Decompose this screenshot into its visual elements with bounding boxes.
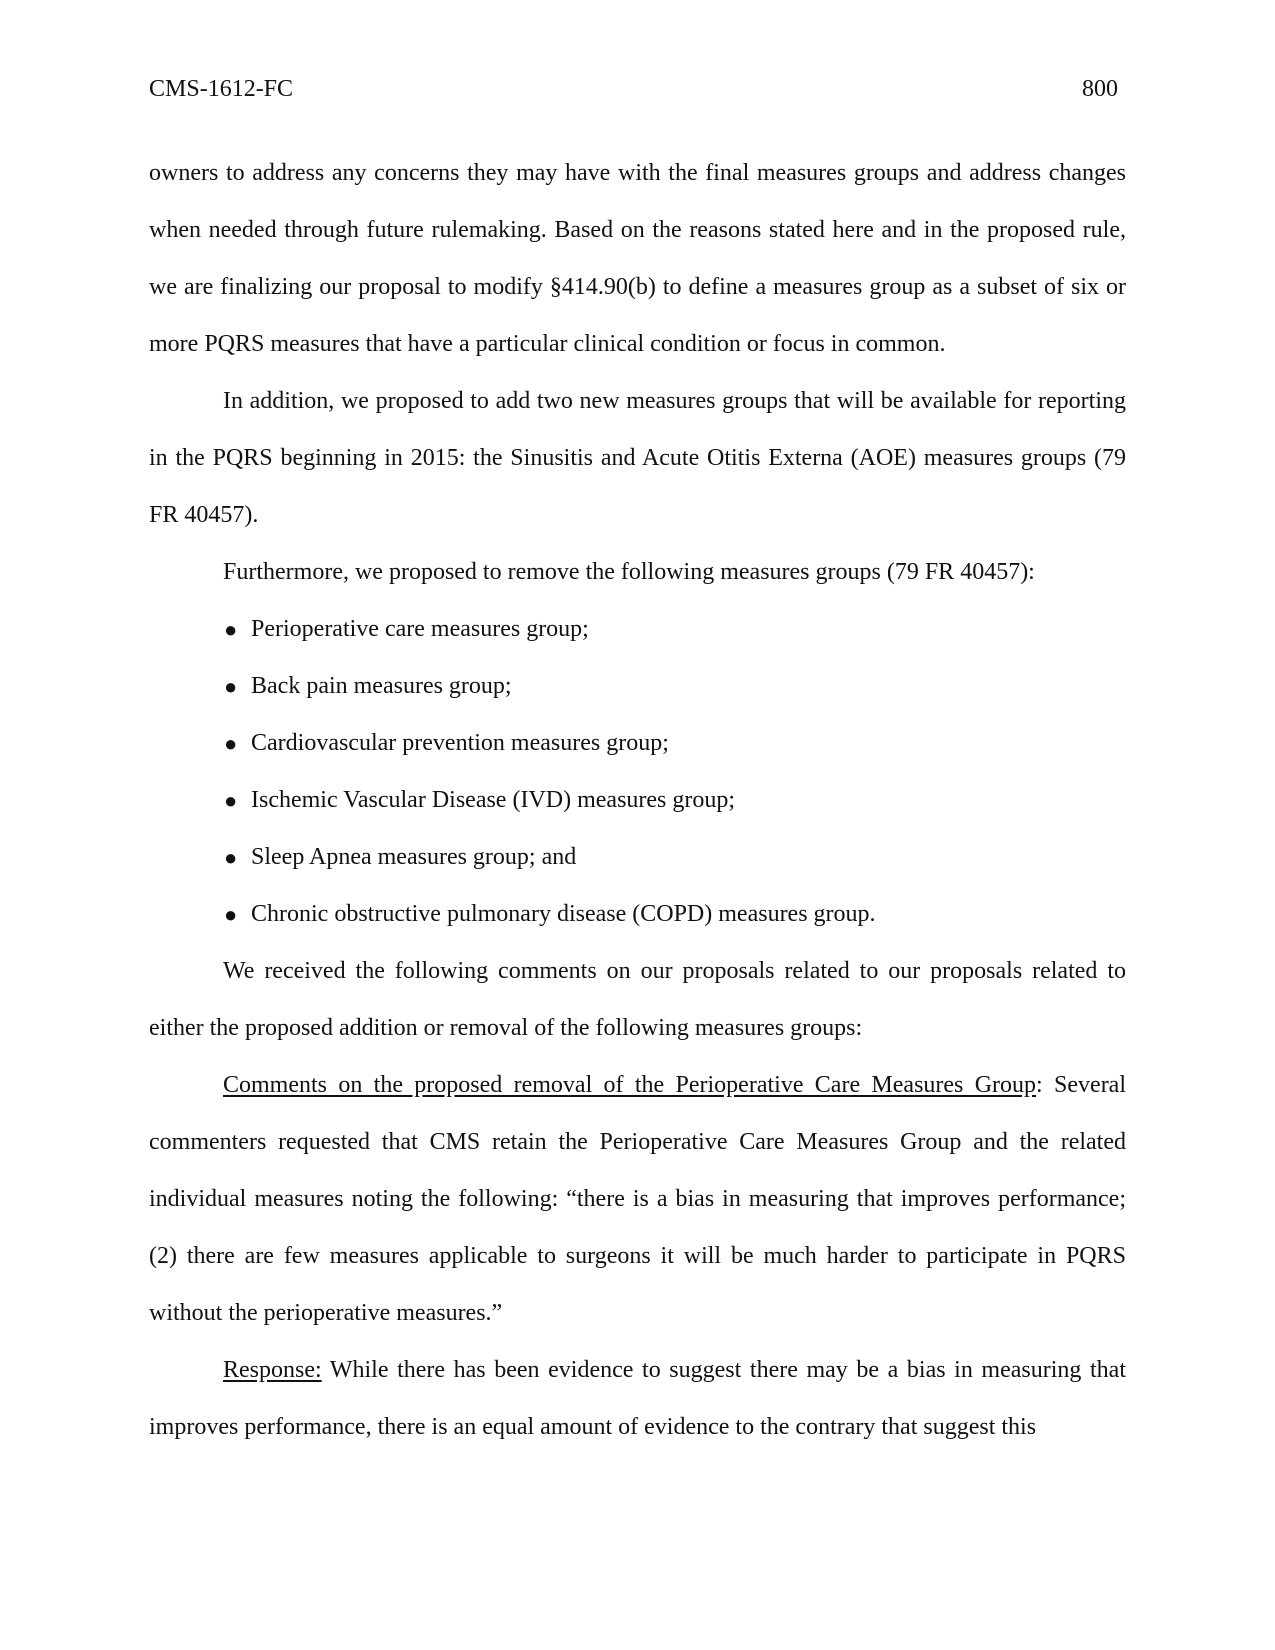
response-heading: Response: xyxy=(223,1357,322,1383)
paragraph-new-measures-groups: In addition, we proposed to add two new measures groups that will be available for reporting in the PQRS beginning in 2015: the Sinusitis and Acute Otitis Externa (AOE) measures groups (79 FR 40457). xyxy=(149,388,1126,528)
list-item xyxy=(223,715,1126,772)
list-item xyxy=(223,886,1126,943)
comments-heading: Comments on the proposed removal of the Perioperative Care Measures Group xyxy=(223,1072,1037,1098)
list-item-text: Chronic obstructive pulmonary disease (COPD) measures group. xyxy=(251,901,876,927)
list-item-text: Back pain measures group; xyxy=(251,673,512,699)
bullet-icon: ● xyxy=(224,731,238,756)
comments-text: : Several commenters requested that CMS retain the Perioperative Care Measures Group and the related individual measures noting the following: “there is a bias in measuring that improves performance; (2) there are few measures applicable to surgeons it will be much harder to participate in PQRS without the perioperative measures.” xyxy=(149,1072,1127,1326)
list-item-text: Perioperative care measures group; xyxy=(251,616,589,642)
list-item xyxy=(223,601,1126,658)
document-body xyxy=(149,145,1126,1456)
list-item xyxy=(223,772,1126,829)
paragraph-continuation: owners to address any concerns they may have with the final measures groups and address changes when needed through future rulemaking. Based on the reasons stated here and in the proposed rule, we are finalizing our proposal to modify §414.90(b) to define a measures group as a subset of six or more PQRS measures that have a particular clinical condition or focus in common. xyxy=(149,160,1126,357)
bullet-icon: ● xyxy=(224,617,238,642)
bullet-icon: ● xyxy=(224,788,238,813)
paragraph-comments-perioperative xyxy=(149,1057,1126,1342)
bullet-icon: ● xyxy=(224,674,238,699)
page-number: 800 xyxy=(1082,76,1118,102)
paragraph-comments-received: We received the following comments on our proposals related to our proposals related to either the proposed addition or removal of the following measures groups: xyxy=(149,958,1126,1041)
response-text: While there has been evidence to suggest there may be a bias in measuring that improves performance, there is an equal amount of evidence to the contrary that suggest this xyxy=(149,1357,1126,1440)
document-id: CMS-1612-FC xyxy=(149,76,294,102)
list-item-text: Ischemic Vascular Disease (IVD) measures group; xyxy=(251,787,736,813)
list-item-text: Cardiovascular prevention measures group; xyxy=(251,730,669,756)
list-item-text: Sleep Apnea measures group; and xyxy=(251,844,577,870)
paragraph-removal-intro: Furthermore, we proposed to remove the following measures groups (79 FR 40457): xyxy=(223,559,1035,585)
list-item xyxy=(223,829,1126,886)
removed-measures-groups-list xyxy=(149,601,1126,943)
paragraph-response xyxy=(149,1342,1126,1456)
list-item xyxy=(223,658,1126,715)
bullet-icon: ● xyxy=(224,845,238,870)
bullet-icon: ● xyxy=(224,902,238,927)
